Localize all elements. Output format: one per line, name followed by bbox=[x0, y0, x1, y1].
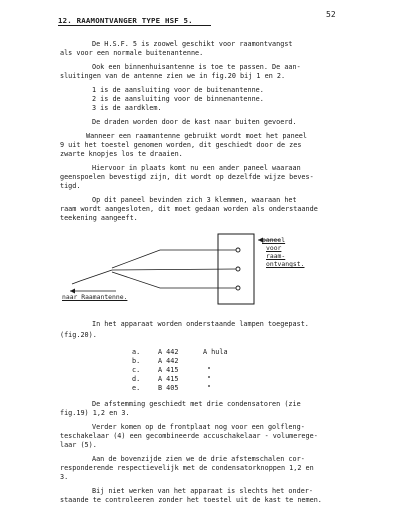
para10-line2: responderende respectievelijk met de condensatorknoppen 1,2 en bbox=[60, 464, 314, 472]
list1-item2: 2 is de aansluiting voor de binnenantenne. bbox=[92, 95, 264, 103]
para1-line2: als voor een normale buitenantenne. bbox=[60, 49, 204, 57]
para1-line1: De H.S.F. 5 is zoowel geschikt voor raamontvangst bbox=[92, 40, 293, 48]
lamp-note-c: " bbox=[207, 366, 212, 374]
lamp-type-c: A 415 bbox=[158, 366, 179, 374]
lamp-letter-c: c. bbox=[132, 366, 141, 374]
wire-1 bbox=[112, 250, 236, 268]
para6-line1: Op dit paneel bevinden zich 3 klemmen, waaraan het bbox=[92, 196, 297, 204]
para4-line2: 9 uit het toestel genomen worden, dit geschiedt door de zes bbox=[60, 141, 302, 149]
antenna-cable bbox=[80, 270, 112, 281]
para10-line1: Aan de bovenzijde zien we de drie afstemschalen cor- bbox=[92, 455, 305, 463]
para2-line2: sluitingen van de antenne zien we in fig.20 bij 1 en 2. bbox=[60, 72, 286, 80]
lamp-type-a: A 442 bbox=[158, 348, 179, 356]
para7-line1: In het apparaat worden onderstaande lampen toegepast. bbox=[92, 320, 309, 328]
lamp-note-a: A hula bbox=[203, 348, 228, 356]
panel-label-line4: ontvangst. bbox=[266, 260, 305, 268]
wire-3 bbox=[112, 272, 236, 288]
panel-label-line1: paneel bbox=[262, 236, 286, 244]
para9-line1: Verder komen op de frontplaat nog voor een golfleng- bbox=[92, 423, 305, 431]
lamp-letter-a: a. bbox=[132, 348, 141, 356]
panel-label-line3: raam- bbox=[266, 252, 286, 260]
para8-line1: De afstemming geschiedt met drie condensatoren (zie bbox=[92, 400, 301, 408]
terminal-2 bbox=[236, 267, 240, 271]
para11-line2: staande te controleeren zonder het toestel uit de kast te nemen. bbox=[60, 496, 322, 504]
list1-item3: 3 is de aardklem. bbox=[92, 104, 162, 112]
lamp-letter-d: d. bbox=[132, 375, 141, 383]
para3: De draden worden door de kast naar buiten gevoerd. bbox=[92, 118, 297, 126]
lamp-type-b: A 442 bbox=[158, 357, 179, 365]
para9-line3: laar (5). bbox=[60, 441, 97, 449]
lamp-type-d: A 415 bbox=[158, 375, 179, 383]
para4-line1: Wanneer een raamantenne gebruikt wordt moet het paneel bbox=[86, 132, 307, 140]
lamp-type-e: B 405 bbox=[158, 384, 179, 392]
para5-line3: tigd. bbox=[60, 182, 81, 190]
lamp-note-d: " bbox=[207, 375, 212, 383]
page-number: 52 bbox=[326, 10, 336, 19]
terminal-3 bbox=[236, 286, 240, 290]
wire-2 bbox=[112, 269, 236, 270]
antenna-cable-end bbox=[72, 281, 80, 284]
para9-line2: teschakelaar (4) een gecombineerde accuschakelaar - volumerege- bbox=[60, 432, 318, 440]
panel-label-line2: voor bbox=[266, 244, 282, 252]
para7-line2: (fig.20). bbox=[60, 331, 97, 339]
para6-line2: raam wordt aangesloten, dit moet gedaan worden als onderstaande bbox=[60, 205, 318, 213]
section-heading: 12. RAAMONTVANGER TYPE HSF 5. bbox=[58, 16, 193, 25]
para5-line2: geenspoelen bevestigd zijn, dit wordt op dezelfde wijze beves- bbox=[60, 173, 314, 181]
para6-line3: teekening aangeeft. bbox=[60, 214, 138, 222]
para2-line1: Ook een binnenhuisantenne is toe te passen. De aan- bbox=[92, 63, 301, 71]
lamp-note-e: " bbox=[207, 384, 212, 392]
para11-line1: Bij niet werken van het apparaat is slechts het onder- bbox=[92, 487, 313, 495]
lamp-letter-b: b. bbox=[132, 357, 141, 365]
para10-line3: 3. bbox=[60, 473, 69, 481]
antenna-label: naar Raamantenne. bbox=[62, 293, 128, 301]
lamp-letter-e: e. bbox=[132, 384, 141, 392]
terminal-1 bbox=[236, 248, 240, 252]
para8-line2: fig.19) 1,2 en 3. bbox=[60, 409, 130, 417]
list1-item1: 1 is de aansluiting voor de buitenantenne. bbox=[92, 86, 264, 94]
para4-line3: zwarte knopjes los te draaien. bbox=[60, 150, 183, 158]
para5-line1: Hiervoor in plaats komt nu een ander paneel waaraan bbox=[92, 164, 301, 172]
